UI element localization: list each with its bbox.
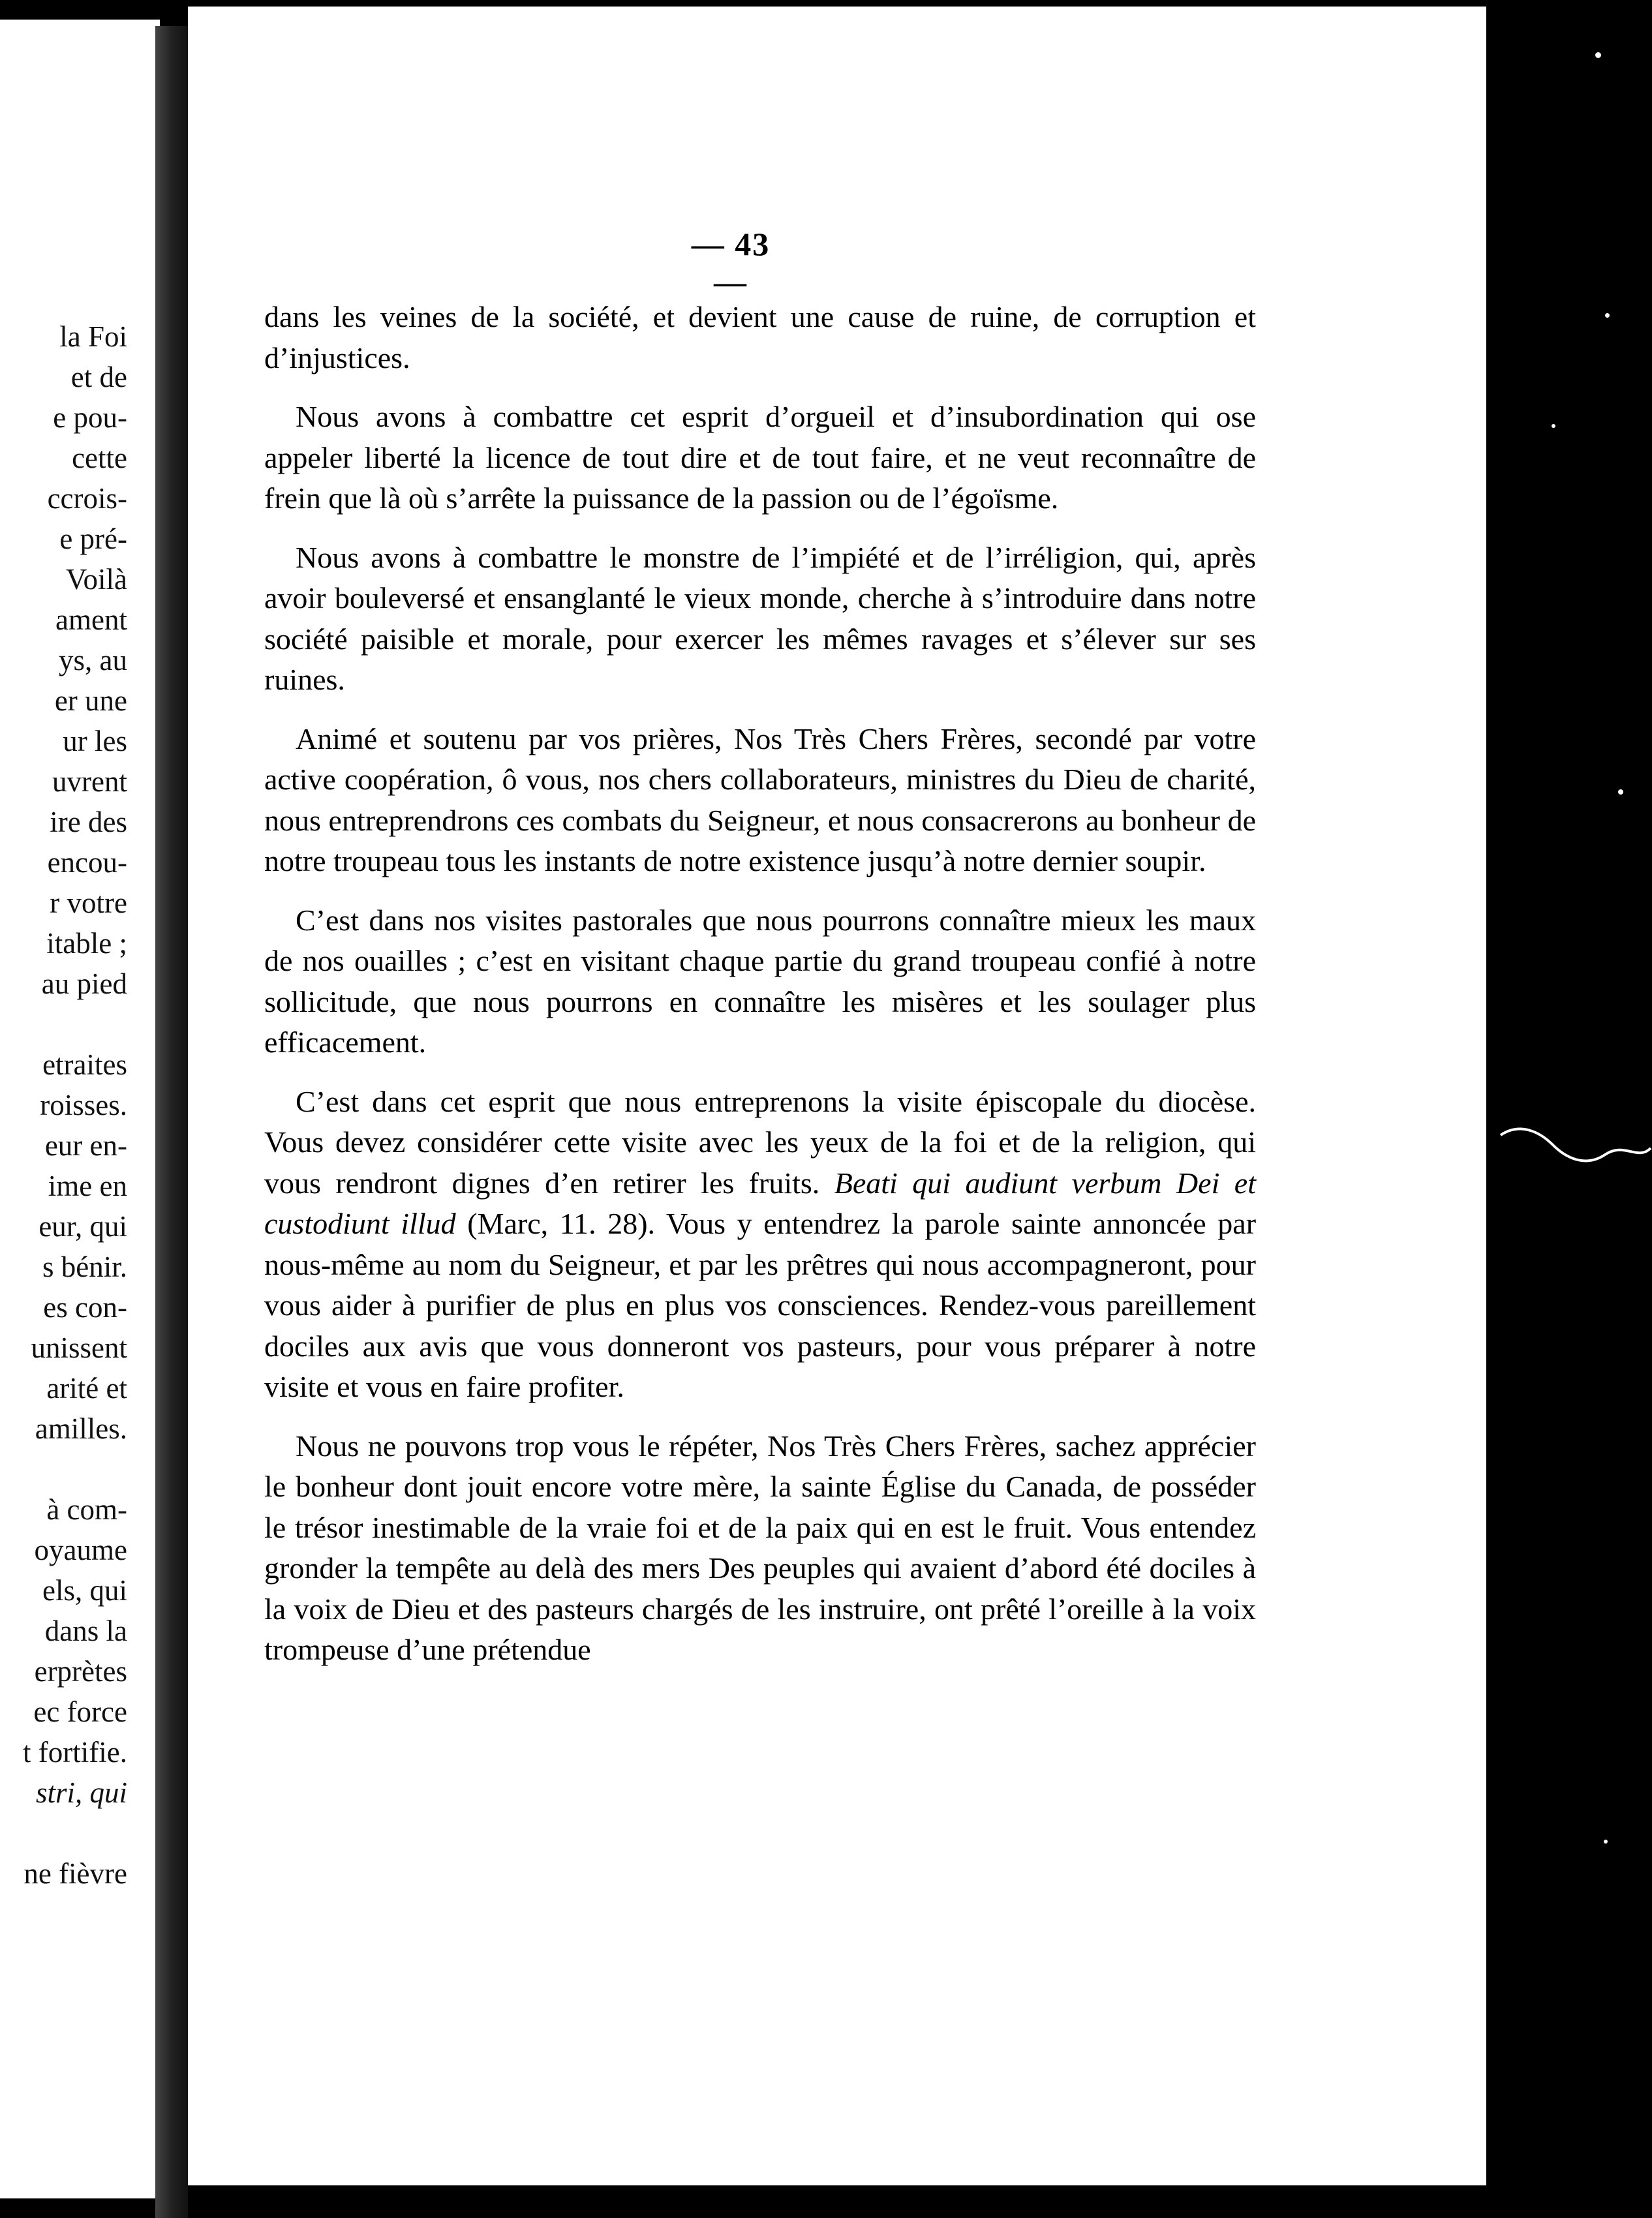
left-line: ccrois- <box>47 482 127 515</box>
body-text <box>264 297 1256 1689</box>
left-line: la Foi <box>59 320 127 353</box>
paragraph: C’est dans nos visites pastorales que nous pourrons connaître mieux les maux de nos ouailles ; c’est en visitant chaque partie du grand troupeau confié à notre sollicitude, que nous pourrons en connaître les misères et les soulager plus efficacement. <box>264 903 1256 1059</box>
left-line: ur les <box>63 725 127 757</box>
left-line: stri, qui <box>35 1776 127 1809</box>
scan-speck <box>1595 52 1601 58</box>
page-number: — 43 — <box>691 226 771 300</box>
left-line: uvrent <box>52 765 127 798</box>
left-line: s bénir. <box>42 1251 127 1283</box>
left-line: ec force <box>33 1695 127 1728</box>
left-line-gap <box>0 1813 127 1853</box>
scan-speck <box>1618 789 1623 795</box>
left-line: unissent <box>31 1331 127 1364</box>
scan-speck <box>1435 1217 1440 1221</box>
left-line: er une <box>54 684 127 717</box>
left-line: e pou- <box>53 401 127 434</box>
left-line: e pré- <box>59 523 127 555</box>
left-line: au pied <box>41 967 127 1000</box>
paragraph-text: (Marc, 11. 28). Vous y entendrez la parole sainte annoncée par nous-même au nom du Seigneur, et par les prêtres qui nous accompagneront, pour vous aider à purifier de plus en plus vos consciences. Rendez-vous pareillement dociles aux avis que vous donneront vos pasteurs, pour vous préparer à notre visite et vous en faire profiter. <box>264 1207 1257 1403</box>
paragraph: Nous ne pouvons trop vous le répéter, Nos Très Chers Frères, sachez apprécier le bonheur dont jouit encore votre mère, la sainte Église du Canada, de posséder le trésor inestimable de la vraie foi et de la paix qui en est le fruit. Vous entendez gronder la tempête au delà des mers Des peuples qui avaient d’abord été dociles à la voix de Dieu et des pasteurs chargés de les instruire, ont prêté l’oreille à la voix trompeuse d’une prétendue <box>264 1429 1256 1666</box>
left-line: à com- <box>46 1493 127 1526</box>
book-spine-shadow <box>155 26 188 2218</box>
left-line: ire des <box>50 806 127 838</box>
paragraph: dans les veines de la société, et devient une cause de ruine, de corruption et d’injustices. <box>264 300 1256 374</box>
left-line: itable ; <box>46 927 127 960</box>
paragraph <box>264 1082 1256 1408</box>
left-page-edge <box>0 20 160 2198</box>
left-line: roisses. <box>40 1089 127 1121</box>
left-line: erprètes <box>34 1655 127 1688</box>
left-line: cette <box>72 442 127 474</box>
left-line: ament <box>55 603 127 636</box>
left-line: dans la <box>44 1615 127 1647</box>
paragraph: Nous avons à combattre le monstre de l’impiété et de l’irréligion, qui, après avoir bouleversé et ensanglanté le vieux monde, cherche à s’introduire dans notre société paisible et morale, pour exercer les mêmes ravages et s’élever sur ses ruines. <box>264 540 1256 696</box>
page-edge-curl <box>1494 1109 1652 1181</box>
left-line: etraites <box>42 1048 127 1081</box>
left-line: t fortifie. <box>23 1736 127 1769</box>
left-line: r votre <box>50 887 127 919</box>
left-line: ne fièvre <box>23 1857 127 1890</box>
left-line: Voilà <box>65 563 127 596</box>
left-line: ime en <box>48 1170 127 1202</box>
left-line: eur, qui <box>38 1210 127 1243</box>
left-line: es con- <box>43 1291 127 1324</box>
left-line: arité et <box>46 1372 127 1405</box>
scan-speck <box>1552 424 1555 428</box>
paragraph: Nous avons à combattre cet esprit d’orgueil et d’insubordination qui ose appeler liberté la licence de tout dire et de tout faire, et ne veut reconnaître de frein que là où s’arrête la puissance de la passion ou de l’égoïsme. <box>264 400 1256 515</box>
left-line: ys, au <box>59 644 127 676</box>
left-line: amilles. <box>35 1412 127 1445</box>
scan-speck <box>1604 1840 1608 1844</box>
left-line-gap <box>0 1004 127 1044</box>
paragraph: Animé et soutenu par vos prières, Nos Très Chers Frères, secondé par votre active coopération, ô vous, nos chers collaborateurs, ministres du Dieu de charité, nous entreprendrons ces combats du Seigneur, et nous consacrerons au bonheur de notre troupeau tous les instants de notre existence jusqu’à notre dernier soupir. <box>264 722 1256 877</box>
left-page-text-fragments <box>0 316 127 1894</box>
scan-speck <box>1605 313 1610 318</box>
left-line: eur en- <box>44 1129 127 1162</box>
latin-quotation: Beati qui audiunt verbum Dei et custodiunt illud <box>264 1166 1256 1240</box>
left-line: et de <box>70 361 127 393</box>
paragraph-text: C’est dans cet esprit que nous entreprenons la visite épiscopale du diocèse. Vous devez considérer cette visite avec les yeux de la foi et de la religion, qui vous rendront dignes d’en retirer les fruits. <box>264 1084 1256 1200</box>
left-line-gap <box>0 1449 127 1489</box>
left-line: els, qui <box>42 1574 127 1607</box>
left-line: encou- <box>47 846 127 879</box>
left-line: oyaume <box>34 1534 127 1566</box>
